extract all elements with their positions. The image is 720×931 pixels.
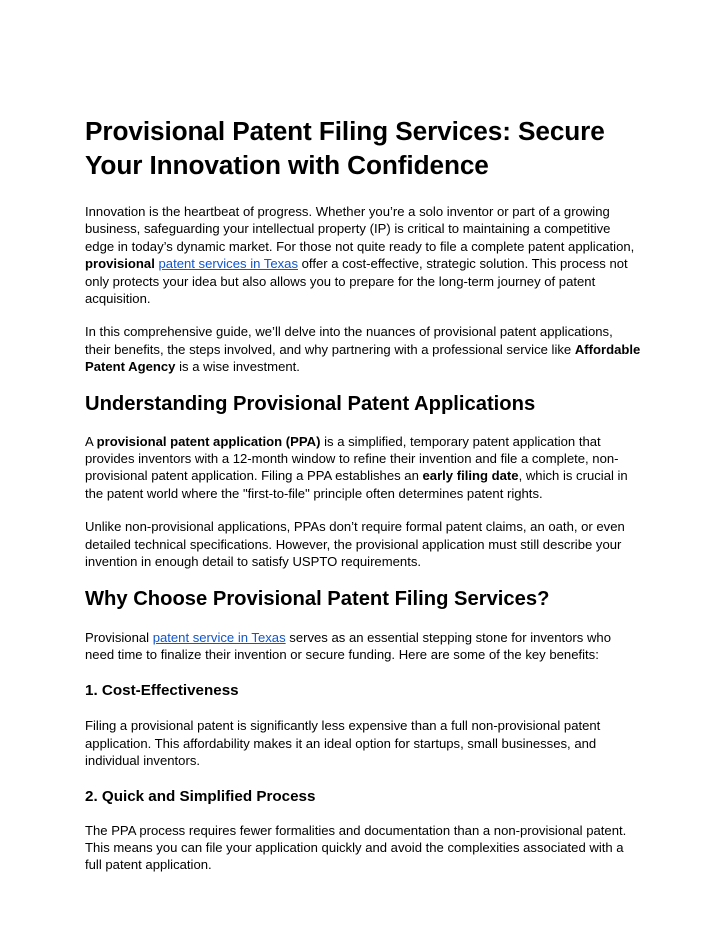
heading-why-choose: Why Choose Provisional Patent Filing Services?	[85, 587, 550, 610]
heading-quick-process: 2. Quick and Simplified Process	[85, 787, 316, 805]
guide-paragraph	[85, 323, 641, 375]
ppa-requirements-paragraph: Unlike non-provisional applications, PPAs don’t require formal patent claims, an oath, or even detailed technical specifications. However, the provisional application must still describe your invention in enough detail to satisfy USPTO requirements.	[85, 519, 625, 570]
guide-text: In this comprehensive guide, we’ll delve into the nuances of provisional patent applications, their benefits, the steps involved, and why partnering with a professional service like	[85, 324, 613, 357]
bold-early-filing-date: early filing date	[422, 468, 519, 484]
intro-bold-provisional: provisional	[85, 256, 155, 272]
quick-process-paragraph: The PPA process requires fewer formalities and documentation than a non-provisional patent. This means you can file your application quickly and avoid the complexities associated with a full patent application.	[85, 822, 627, 873]
intro-paragraph	[85, 203, 641, 307]
why-choose-paragraph: Provisional patent service in Texas serves as an essential stepping stone for inventors who need time to finalize their invention or secure funding. Here are some of the key benefits:	[85, 629, 611, 662]
bold-ppa: provisional patent application (PPA)	[96, 433, 321, 449]
heading-cost-effectiveness: 1. Cost-Effectiveness	[85, 682, 239, 700]
ppa-definition-paragraph: A provisional patent application (PPA) is a simplified, temporary patent application that provides inventors with a 12-month window to refine their invention and file a complete, non-provisional patent application. Filing a PPA establishes an early filing date, which is crucial in the patent world where the "first-to-file" principle often determines patent rights.	[85, 433, 628, 501]
document-page	[85, 114, 641, 874]
guide-text-cont: is a wise investment.	[175, 359, 300, 375]
patent-services-texas-link[interactable]: patent services in Texas	[158, 256, 298, 272]
page-title: Provisional Patent Filing Services: Secure Your Innovation with Confidence	[85, 116, 605, 180]
intro-text: Innovation is the heartbeat of progress. Whether you’re a solo inventor or part of a growing business, safeguarding your intellectual property (IP) is critical to maintaining a competitive edge in today’s dynamic market. For those not quite ready to file a complete patent application,	[85, 204, 635, 254]
cost-effectiveness-paragraph: Filing a provisional patent is significantly less expensive than a full non-provisional patent application. This affordability makes it an ideal option for startups, small businesses, and individual inventors.	[85, 718, 601, 769]
heading-understanding: Understanding Provisional Patent Applications	[85, 392, 536, 415]
intro-text-cont: offer a cost-effective, strategic solution. This process not only protects your idea but also allows you to prepare for the long-term journey of patent acquisition.	[85, 256, 628, 307]
patent-service-texas-link[interactable]: patent service in Texas	[152, 629, 286, 645]
guide-bold-agency: Affordable Patent Agency	[85, 341, 641, 375]
